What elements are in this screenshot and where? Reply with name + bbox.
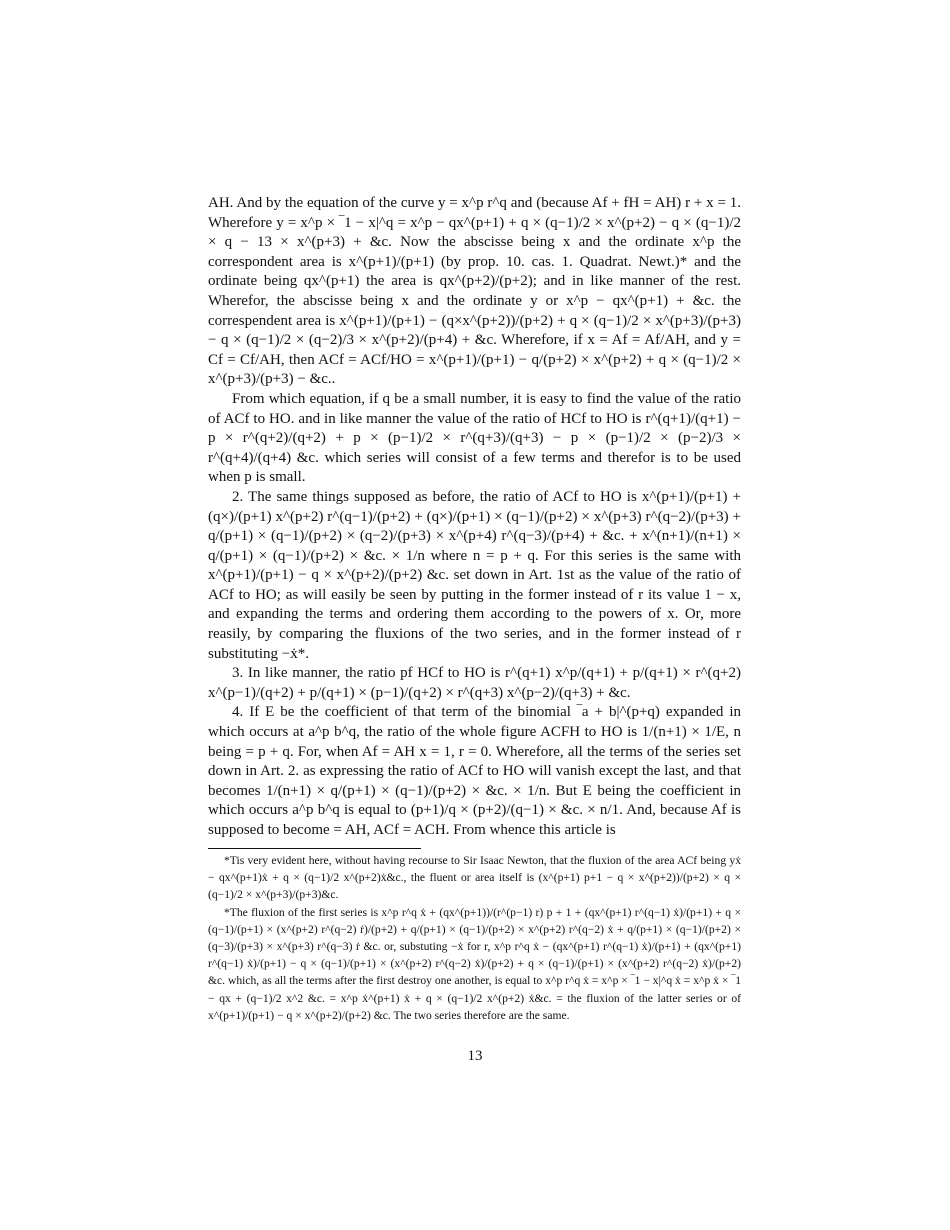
footnote-rule: [208, 848, 421, 849]
main-text: [208, 194, 741, 841]
paragraph-continuation: AH. And by the equation of the curve y = x^p r^q and (because Af + fH = AH) r + x = 1. Wherefore y = x^p × ‾1 − x|^q = x^p − qx^(p+1) + q × (q−1)/2 × x^(p+2) − q × (q−1)/2 × q − 13 × x^(p+3) + &c. Now the abscisse being x and the ordinate x^p the correspondent area is x^(p+1)/(p+1) (by prop. 10. cas. 1. Quadrat. Newt.)* and the ordinate being qx^(p+1) the area is qx^(p+2)/(p+2); and in like manner of the rest. Wherefor, the abscisse being x and the ordinate y or x^p − qx^(p+1) + &c. the correspendent area is x^(p+1)/(p+1) − (q×x^(p+2))/(p+2) + q × (q−1)/2 × x^(p+3)/(p+3) − q × (q−1)/2 × (q−2)/3 × x^(p+2)/(p+4) + &c. Wherefore, if x = Af = Af/AH, and y = Cf = Cf/AH, then ACf = ACf/HO = x^(p+1)/(p+1) − q/(p+2) × x^(p+2) + q × (q−1)/2 × x^(p+3)/(p+3) − &c..: [208, 195, 741, 388]
footnotes: [208, 852, 741, 1024]
paragraph-article-2: 2. The same things supposed as before, the ratio of ACf to HO is x^(p+1)/(p+1) + (q×)/(p+1) x^(p+2) r^(q−1)/(p+2) + (q×)/(p+1) × (q−1)/(p+2) × x^(p+3) r^(q−2)/(p+3) + q/(p+1) × (q−1)/(p+2) × (q−2)/(p+3) × x^(p+4) r^(q−3)/(p+4) + &c. + x^(n+1)/(n+1) × q/(p+1) × (q−1)/(p+2) × &c. × 1/n where n = p + q. For this series is the same with x^(p+1)/(p+1) − q × x^(p+2)/(p+2) &c. set down in Art. 1st as the value of the ratio of ACf to HO; as will easily be seen by putting in the former instead of r its value 1 − x, and expanding the terms and ordering them according to the powers of x. Or, more reasily, by comparing the fluxions of the two series, and in the former instead of r substituting −ẋ*.: [208, 488, 741, 662]
footnote-2: *The fluxion of the first series is x^p r^q ẋ + (qx^(p+1))/(r^(p−1) r) p + 1 + (qx^(p+1) r^(q−1) ẋ)/(p+1) + q × (q−1)/(p+1) × (x^(p+2) r^(q−2) ṙ)/(p+2) + q/(p+1) × (q−1)/(p+2) × x^(p+2) r^(q−2) ẋ + q/(p+1) × (q−1)/(p+2) × (q−3)/(p+3) × x^(p+3) r^(q−3) ṙ &c. or, substuting −ẋ for r, x^p r^q ẋ − (qx^(p+1) r^(q−1) ẋ)/(p+1) + (qx^(p+1) r^(q−1) ẋ)/(p+1) − q × (q−1)/(p+1) × (x^(p+2) r^(q−2) ẋ)/(p+2) + q × (q−1)/(p+1) × (x^(p+2) r^(q−2) ẋ)/(p+2) &c. which, as all the terms after the first destroy one another, is equal to x^p r^q ẋ = x^p × ‾1 − x|^q ẋ = x^p ẋ × ‾1 − qx + (q−1)/2 x^2 &c. = x^p ẋ^(p+1) ẋ + q × (q−1)/2 x^(p+2) ẋ&c. = the fluxion of the latter series or of x^(p+1)/(p+1) − q × x^(p+2)/(p+2) &c. The two series therefore are the same.: [208, 905, 741, 1022]
page-number: 13: [467, 1048, 483, 1064]
paragraph-ratio-hcf: From which equation, if q be a small number, it is easy to find the value of the ratio of ACf to HO. and in like manner the value of the ratio of HCf to HO is r^(q+1)/(q+1) − p × r^(q+2)/(q+2) + p × (p−1)/2 × r^(q+3)/(q+3) − p × (p−1)/2 × (p−2)/3 × r^(q+4)/(q+4) &c. which series will consist of a few terms and therefor is to be used when p is small.: [208, 390, 741, 486]
footnote-1: *Tis very evident here, without having recourse to Sir Isaac Newton, that the fluxion of the area ACf being yẋ − qx^(p+1)ẋ + q × (q−1)/2 x^(p+2)ẋ&c., the fluent or area itself is (x^(p+1) p+1 − q × x^(p+2))/(p+2) × q × (q−1)/2 × x^(p+3)/(p+3)&c.: [208, 854, 741, 902]
paragraph-article-4: 4. If E be the coefficient of that term of the binomial ‾a + b|^(p+q) expanded in which occurs at a^p b^q, the ratio of the whole figure ACFH to HO is 1/(n+1) × 1/E, n being = p + q. For, when Af = AH x = 1, r = 0. Wherefore, all the terms of the series set down in Art. 2. as expressing the ratio of ACf to HO will vanish except the last, and that becomes 1/(n+1) × q/(p+1) × (q−1)/(p+2) × &c. × 1/n. But E being the coefficient in which occurs a^p b^q is equal to (p+1)/q × (p+2)/(q−1) × &c. × n/1. And, because Af is supposed to become = AH, ACf = ACH. From whence this article is: [208, 704, 741, 838]
paragraph-article-3: 3. In like manner, the ratio pf HCf to HO is r^(q+1) x^p/(q+1) + p/(q+1) × r^(q+2) x^(p−1)/(q+2) + p/(q+1) × (p−1)/(q+2) × r^(q+3) x^(p−2)/(q+3) + &c.: [208, 665, 741, 701]
